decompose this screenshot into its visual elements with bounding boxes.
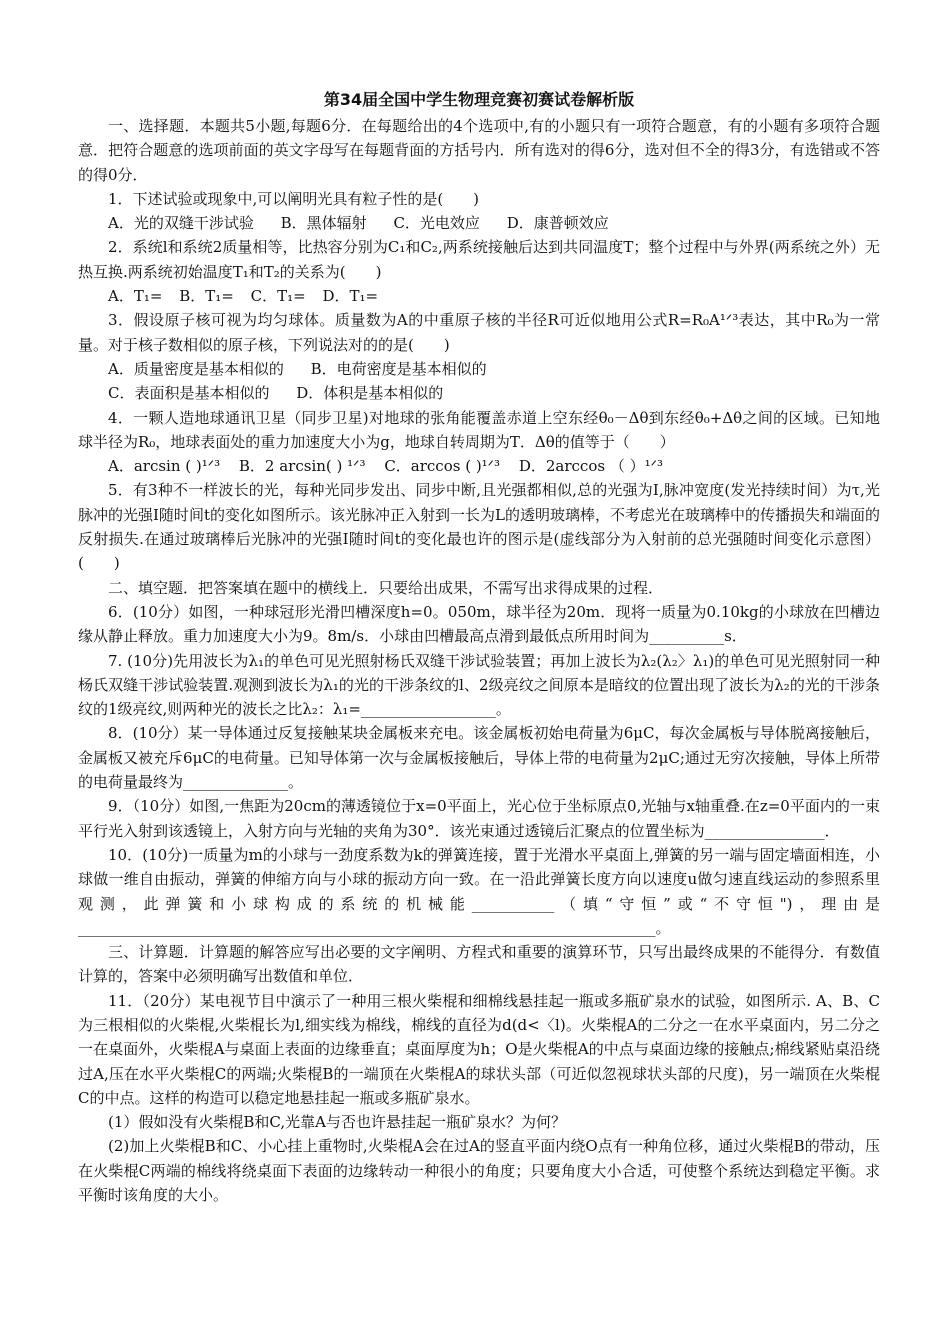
option: A．光的双缝干涉试验 xyxy=(108,214,254,233)
option: C．arccos ( )¹ᐟ³ xyxy=(384,457,501,476)
question-4-stem: 4．一颗人造地球通讯卫星（同步卫星)对地球的张角能覆盖赤道上空东经θ₀－Δθ到东经θ₀+Δθ之间的区域。已知地球半径为R₀，地球表面处的重力加速度大小为g，地球自转周期为T．Δθ的值等于（ ） xyxy=(78,408,880,451)
option: B．T₁= xyxy=(179,287,234,306)
question-2-options xyxy=(78,284,880,308)
question-11-part-1: (1）假如没有火柴棍B和C,光靠A与否也许悬挂起一瓶矿泉水？为何？ xyxy=(108,1113,566,1132)
option: D．体积是基本相似的 xyxy=(296,384,444,403)
option: B．2 arcsin( ) ¹ᐟ³ xyxy=(238,457,366,476)
option: D．T₁= xyxy=(322,287,379,306)
question-2-stem: 2．系统l和系统2质量相等，比热容分别为C₁和C₂,两系统接触后达到共同温度T；整个过程中与外界(两系统之外）无热互换.两系统初始温度T₁和T₂的关系为( ) xyxy=(78,238,880,281)
question-7: 7. (10分)先用波长为λ₁的单色可见光照射杨氏双缝干涉试验装置；再加上波长为λ₂(λ₂〉λ₁)的单色可见光照射同一种杨氏双缝干涉试验装置.观测到波长为λ₁的光的干涉条纹的l、2级亮纹之间原本是暗纹的位置出现了波长为λ₂的光的干涉条纹的1级亮纹,则两种光的波长之比λ₂：λ₁=__________________。 xyxy=(78,651,880,719)
option: C．T₁= xyxy=(250,287,306,306)
page-title: 第34届全国中学生物理竞赛初赛试卷解析版 xyxy=(323,90,635,109)
section1-intro: 一、选择题．本题共5小题,每题6分．在每题给出的4个选项中,有的小题只有一项符合题意，有的小题有多项符合题意．把符合题意的选项前面的英文字母写在每题背面的方括号内．所有选对的得6分，选对但不全的得3分，有选错或不答的得0分． xyxy=(78,117,880,184)
option: D．2arccos （ ）¹ᐟ³ xyxy=(518,457,663,476)
option: A．质量密度是基本相似的 xyxy=(108,359,284,378)
section2-intro: 二、填空题．把答案填在题中的横线上．只要给出成果，不需写出求得成果的过程． xyxy=(108,578,664,597)
option: A．arcsin ( )¹ᐟ³ xyxy=(108,457,221,476)
question-4-options xyxy=(78,454,880,478)
option: B．电荷密度是基本相似的 xyxy=(310,359,487,378)
question-10: 10．(10分)一质量为m的小球与一劲度系数为k的弹簧连接，置于光滑水平桌面上,弹簧的另一端与固定墙面相连，小球做一维自由振动，弹簧的伸缩方向与小球的振动方向一致。在一沿此弹簧长度方向以速度u做匀速直线运动的参照系里观测，此弹簧和小球构成的系统的机械能___________（填“守恒”或“不守恒")，理由是_____________________________________________________________________________。 xyxy=(78,845,880,937)
question-11: 11．（20分）某电视节目中演示了一种用三根火柴棍和细棉线悬挂起一瓶或多瓶矿泉水的试验，如图所示. A、B、C为三根相似的火柴棍,火柴棍长为l,细实线为棉线，棉线的直径为d(d<〈l)。火柴棍A的二分之一在水平桌面内，另二分之一在桌面外，火柴棍A与桌面上表面的边缘垂直；桌面厚度为h；O是火柴棍A的中点与桌面边缘的接触点;棉线紧贴桌沿绕过A,压在水平火柴棍C的两端;火柴棍B的一端顶在火柴棍A的球状头部（可近似忽视球状头部的尺度)，另一端顶在火柴棍C的中点。这样的构造可以稳定地悬挂起一瓶或多瓶矿泉水。 xyxy=(78,991,880,1107)
option: D．康普顿效应 xyxy=(506,214,609,233)
option: C．光电效应 xyxy=(393,214,480,233)
section3-intro: 三、计算题．计算题的解答应写出必要的文字阐明、方程式和重要的演算环节，只写出最终成果的不能得分．有数值计算的，答案中必须明确写出数值和单位． xyxy=(78,943,880,986)
question-6: 6．(10分）如图，一种球冠形光滑凹槽深度h=0。050m，球半径为20m．现将一质量为0.10kg的小球放在凹槽边缘从静止释放。重力加速度大小为9。8m/s．小球由凹槽最高点滑到最低点所用时间为__________s． xyxy=(78,602,880,646)
question-3-stem: 3．假设原子核可视为均匀球体。质量数为A的中重原子核的半径R可近似地用公式R=R₀A¹ᐟ³表达，其中R₀为一常量。对于核子数相似的原子核，下列说法对的的是( ) xyxy=(78,311,880,354)
option: B．黑体辐射 xyxy=(280,214,367,233)
question-3-options-row1 xyxy=(78,357,880,381)
question-5-stem: 5．有3种不一样波长的光，每种光同步发出、同步中断,且光强都相似,总的光强为I,脉冲宽度(发光持续时间）为τ,光脉冲的光强I随时间t的变化如图所示。该光脉冲正入射到一长为L的透明玻璃棒，不考虑光在玻璃棒中的传播损失和端面的反射损失.在通过玻璃棒后光脉冲的光强I随时间t的变化最也许的图示是(虚线部分为入射前的总光强随时间变化示意图）( ) xyxy=(78,481,880,573)
question-1-stem: 1．下述试验或现象中,可以阐明光具有粒子性的是( ) xyxy=(108,189,480,208)
question-11-part-2: (2)加上火柴棍B和C、小心挂上重物时,火柴棍A会在过A的竖直平面内绕O点有一种角位移，通过火柴棍B的带动，压在火柴棍C两端的棉线将绕桌面下表面的边缘转动一种很小的角度；只要角度大小合适，可使整个系统达到稳定平衡。求平衡时该角度的大小。 xyxy=(78,1137,880,1205)
question-1-options xyxy=(78,211,880,235)
question-8: 8．(10分）某一导体通过反复接触某块金属板来充电。该金属板初始电荷量为6μC，每次金属板与导体脱离接触后，金属板又被充斥6μC的电荷量。已知导体第一次与金属板接触后，导体上带的电荷量为2μC;通过无穷次接触，导体上所带的电荷量最终为______________。 xyxy=(78,724,880,792)
question-9: 9．（10分）如图,一焦距为20cm的薄透镜位于x=0平面上，光心位于坐标原点0,光轴与x轴重叠.在z=0平面内的一束平行光入射到该透镜上，入射方向与光轴的夹角为30°．该光束通过透镜后汇聚点的位置坐标为________________． xyxy=(78,797,880,840)
document-page xyxy=(78,88,880,1207)
option: C．表面积是基本相似的 xyxy=(108,384,270,403)
option: A．T₁= xyxy=(108,287,163,306)
question-3-options-row2 xyxy=(78,381,880,405)
